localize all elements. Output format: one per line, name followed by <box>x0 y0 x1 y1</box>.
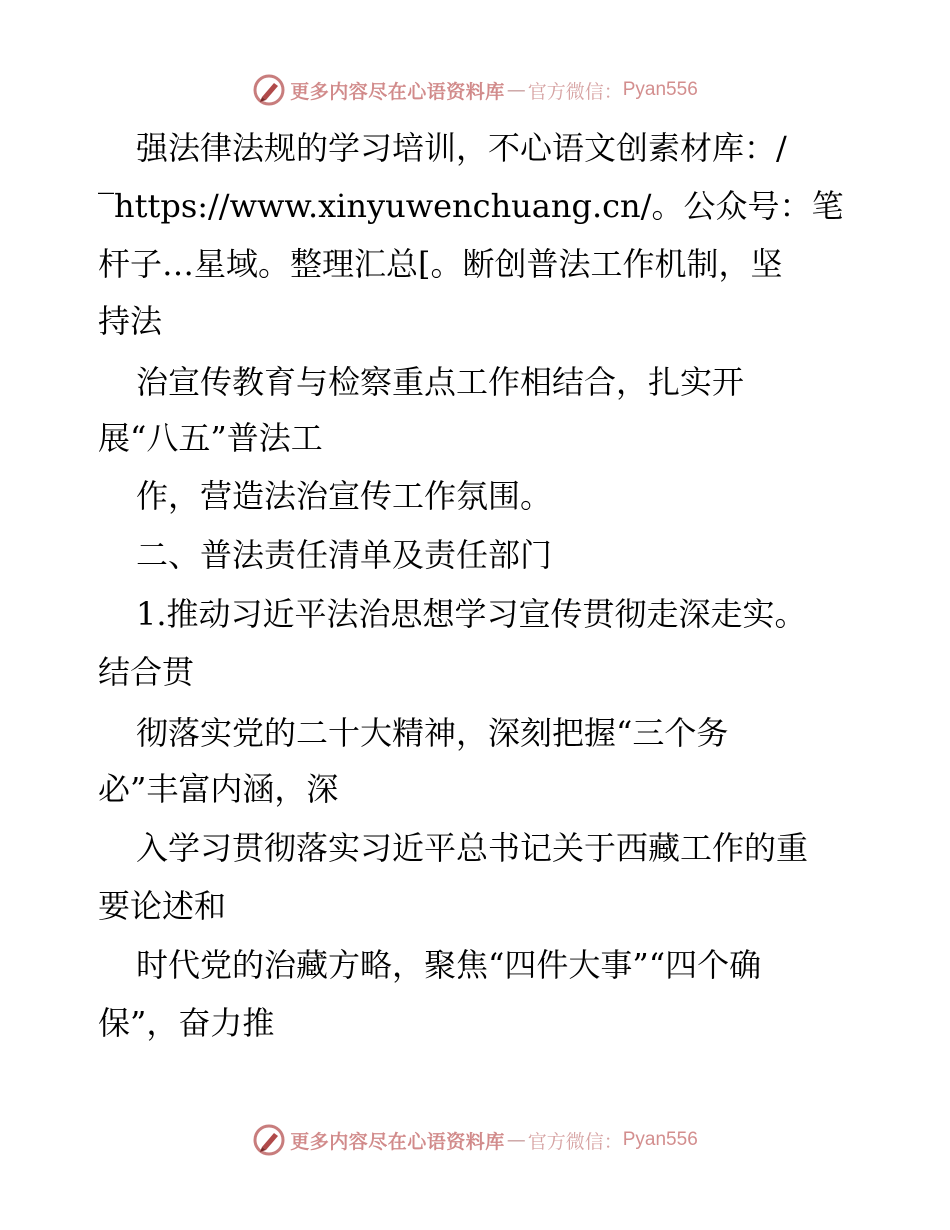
header-banner <box>0 70 950 110</box>
text-line: 展“八五”普法工 <box>98 419 323 457</box>
text-line: 入学习贯彻落实习近平总书记关于西藏工作的重 <box>136 829 809 867</box>
banner-wechat-id: Pyan556 <box>622 1129 698 1150</box>
text-line: 彻落实党的二十大精神，深刻把握“三个务 <box>136 714 729 752</box>
text-line: 时代党的治藏方略，聚焦“四件大事”“四个确 <box>136 946 762 984</box>
banner-dash: — <box>506 79 526 101</box>
text-line: 保”，奋力推 <box>98 1004 275 1042</box>
text-line: 治宣传教育与检察重点工作相结合，扎实开 <box>136 363 745 401</box>
banner-main-text: 更多内容尽在心语资料库 <box>290 1130 505 1153</box>
text-line: 持法 <box>98 302 163 340</box>
footer-banner <box>0 1120 950 1160</box>
text-line: 作，营造法治宣传工作氛围。 <box>136 477 553 515</box>
text-line: 强法律法规的学习培训，不心语文创素材库：/ <box>136 129 787 167</box>
text-line: 结合贯 <box>98 653 195 691</box>
text-line: 1.推动习近平法治思想学习宣传贯彻走深走实。 <box>136 595 807 633</box>
text-line: 杆子…星域。整理汇总[。断创普法工作机制，坚 <box>98 245 783 283</box>
banner-main-text: 更多内容尽在心语资料库 <box>290 80 505 103</box>
banner-wechat-label: 官方微信： <box>527 80 623 103</box>
text-line: 要论述和 <box>98 887 227 925</box>
text-line: 二、普法责任清单及责任部门 <box>136 536 553 574</box>
text-line: ‾https://www.xinyuwenchuang.cn/。公众号：笔 <box>98 187 844 225</box>
banner-dash: — <box>506 1129 526 1151</box>
pen-logo-icon <box>252 73 286 107</box>
banner-wechat-id: Pyan556 <box>622 79 698 100</box>
pen-logo-icon <box>252 1123 286 1157</box>
banner-wechat-label: 官方微信： <box>527 1130 623 1153</box>
text-line: 必”丰富内涵，深 <box>98 770 339 808</box>
